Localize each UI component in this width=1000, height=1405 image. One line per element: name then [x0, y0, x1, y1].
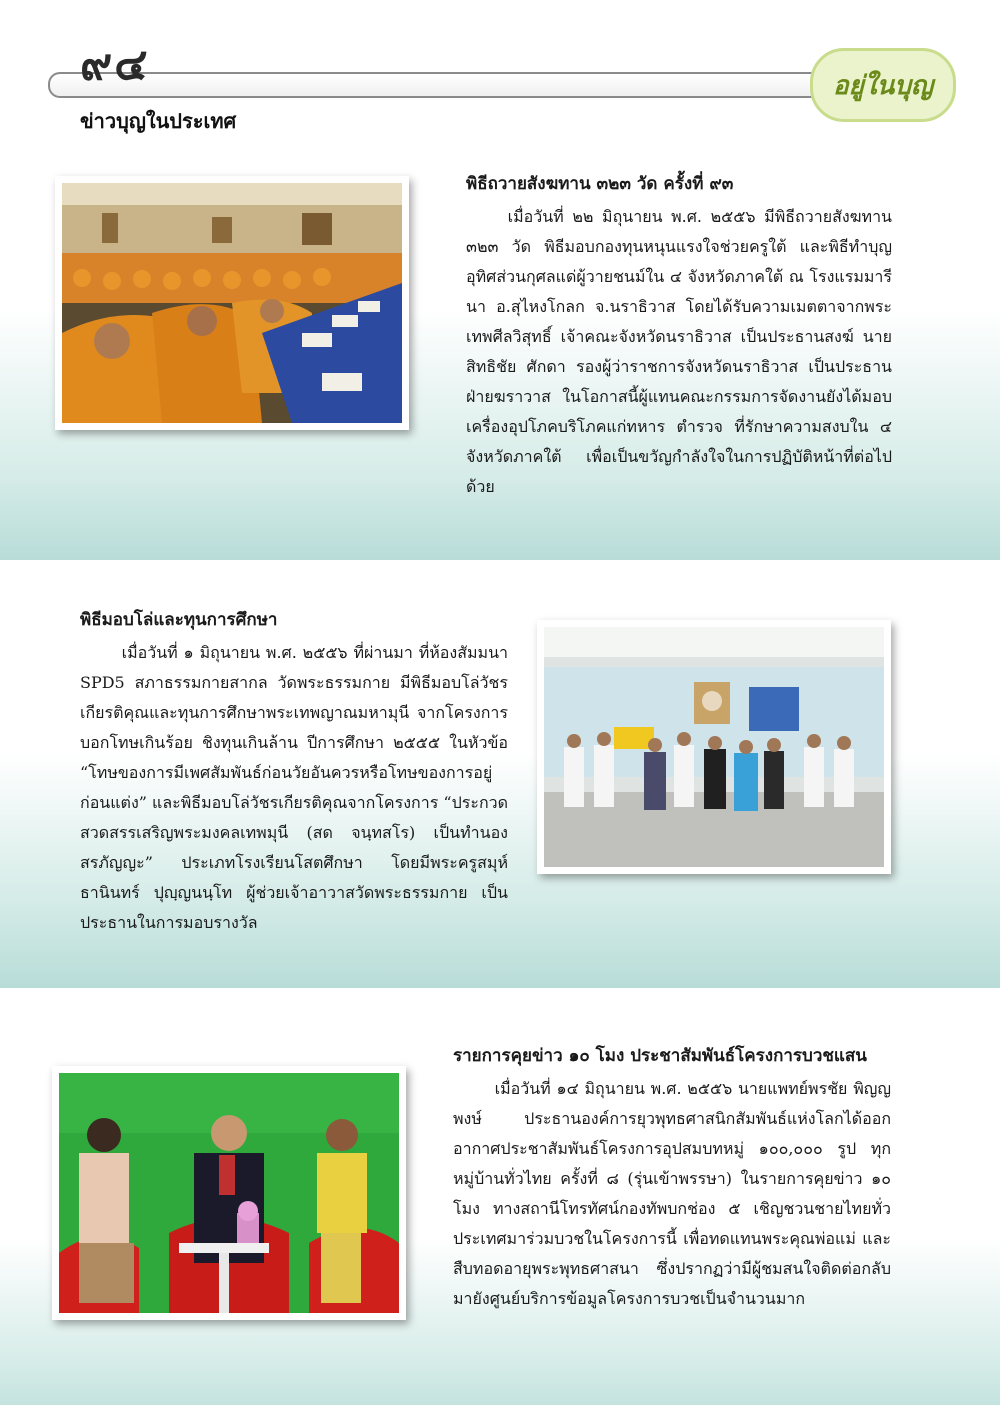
article-2 — [80, 606, 508, 938]
photo-monks-ceremony — [55, 176, 409, 430]
monks-ceremony-image — [62, 183, 402, 423]
magazine-logo — [810, 48, 956, 122]
scholarship-group-image — [544, 627, 884, 867]
header-rule — [48, 72, 850, 98]
logo-text: อยู่ในบุญ — [833, 70, 933, 101]
photo-scholarship-group — [537, 620, 891, 874]
article-1 — [466, 170, 892, 502]
article-3-title: รายการคุยข่าว ๑๐ โมง ประชาสัมพันธ์โครงการบวชแสน — [453, 1046, 867, 1066]
article-2-title: พิธีมอบโล่และทุนการศึกษา — [80, 610, 278, 630]
article-2-body: เมื่อวันที่ ๑ มิถุนายน พ.ศ. ๒๕๕๖ ที่ผ่านมา ที่ห้องสัมมนา SPD5 สภาธรรมกายสากล วัดพระธรรมกาย มีพิธีมอบโล่วัชรเกียรติคุณและทุนการศึกษาพระเทพญาณมหามุนี จากโครงการบอกโทษเกินร้อย ชิงทุนเกินล้าน ปีการศึกษา ๒๕๕๕ ในหัวข้อ “โทษของการมีเพศสัมพันธ์ก่อนวัยอันควรหรือโทษของการอยู่ก่อนแต่ง” และพิธีมอบโล่วัชรเกียรติคุณจากโครงการ “ประกวดสวดสรรเสริญพระมงคลเทพมุนี (สด จนฺทสโร) เป็นทำนองสรภัญญะ” ประเภทโรงเรียนโสตศึกษา โดยมีพระครูสมุห์ธานินทร์ ปุญฺญนนฺโท ผู้ช่วยเจ้าอาวาสวัดพระธรรมกาย เป็นประธานในการมอบรางวัล — [80, 643, 508, 932]
page-number: ๙๔ — [80, 39, 150, 90]
article-1-body: เมื่อวันที่ ๒๒ มิถุนายน พ.ศ. ๒๕๕๖ มีพิธีถวายสังฆทาน ๓๒๓ วัด พิธีมอบกองทุนหนุนแรงใจช่วยครูใต้ และพิธีทำบุญอุทิศส่วนกุศลแด่ผู้วายชนม์ใน ๔ จังหวัดภาคใต้ ณ โรงแรมมารีนา อ.สุไหงโกลก จ.นราธิวาส โดยได้รับความเมตตาจากพระเทพศีลวิสุทธิ์ เจ้าคณะจังหวัดนราธิวาส เป็นประธานสงฆ์ นายสิทธิชัย ศักดา รองผู้ว่าราชการจังหวัดนราธิวาส เป็นประธานฝ่ายฆราวาส ในโอกาสนี้ผู้แทนคณะกรรมการจัดงานยังได้มอบเครื่องอุปโภคบริโภคแก่ทหาร ตำรวจ ที่รักษาความสงบใน ๔ จังหวัดภาคใต้ เพื่อเป็นขวัญกำลังใจในการปฏิบัติหน้าที่ต่อไปด้วย — [466, 207, 892, 496]
article-3 — [453, 1042, 891, 1314]
photo-tv-studio — [52, 1066, 406, 1320]
article-3-body: เมื่อวันที่ ๑๔ มิถุนายน พ.ศ. ๒๕๕๖ นายแพทย์พรชัย พิญญพงษ์ ประธานองค์การยุวพุทธศาสนิกสัมพันธ์แห่งโลกได้ออกอากาศประชาสัมพันธ์โครงการอุปสมบทหมู่ ๑๐๐,๐๐๐ รูป ทุกหมู่บ้านทั่วไทย ครั้งที่ ๘ (รุ่นเข้าพรรษา) ในรายการคุยข่าว ๑๐ โมง ทางสถานีโทรทัศน์กองทัพบกช่อง ๕ เชิญชวนชายไทยทั่วประเทศมาร่วมบวชในโครงการนี้ เพื่อทดแทนพระคุณพ่อแม่ และสืบทอดอายุพระพุทธศาสนา ซึ่งปรากฏว่ามีผู้ชมสนใจติดต่อกลับมายังศูนย์บริการข้อมูลโครงการบวชเป็นจำนวนมาก — [453, 1079, 891, 1308]
section-heading: ข่าวบุญในประเทศ — [80, 109, 237, 133]
article-1-title: พิธีถวายสังฆทาน ๓๒๓ วัด ครั้งที่ ๙๓ — [466, 174, 734, 194]
tv-studio-image — [59, 1073, 399, 1313]
